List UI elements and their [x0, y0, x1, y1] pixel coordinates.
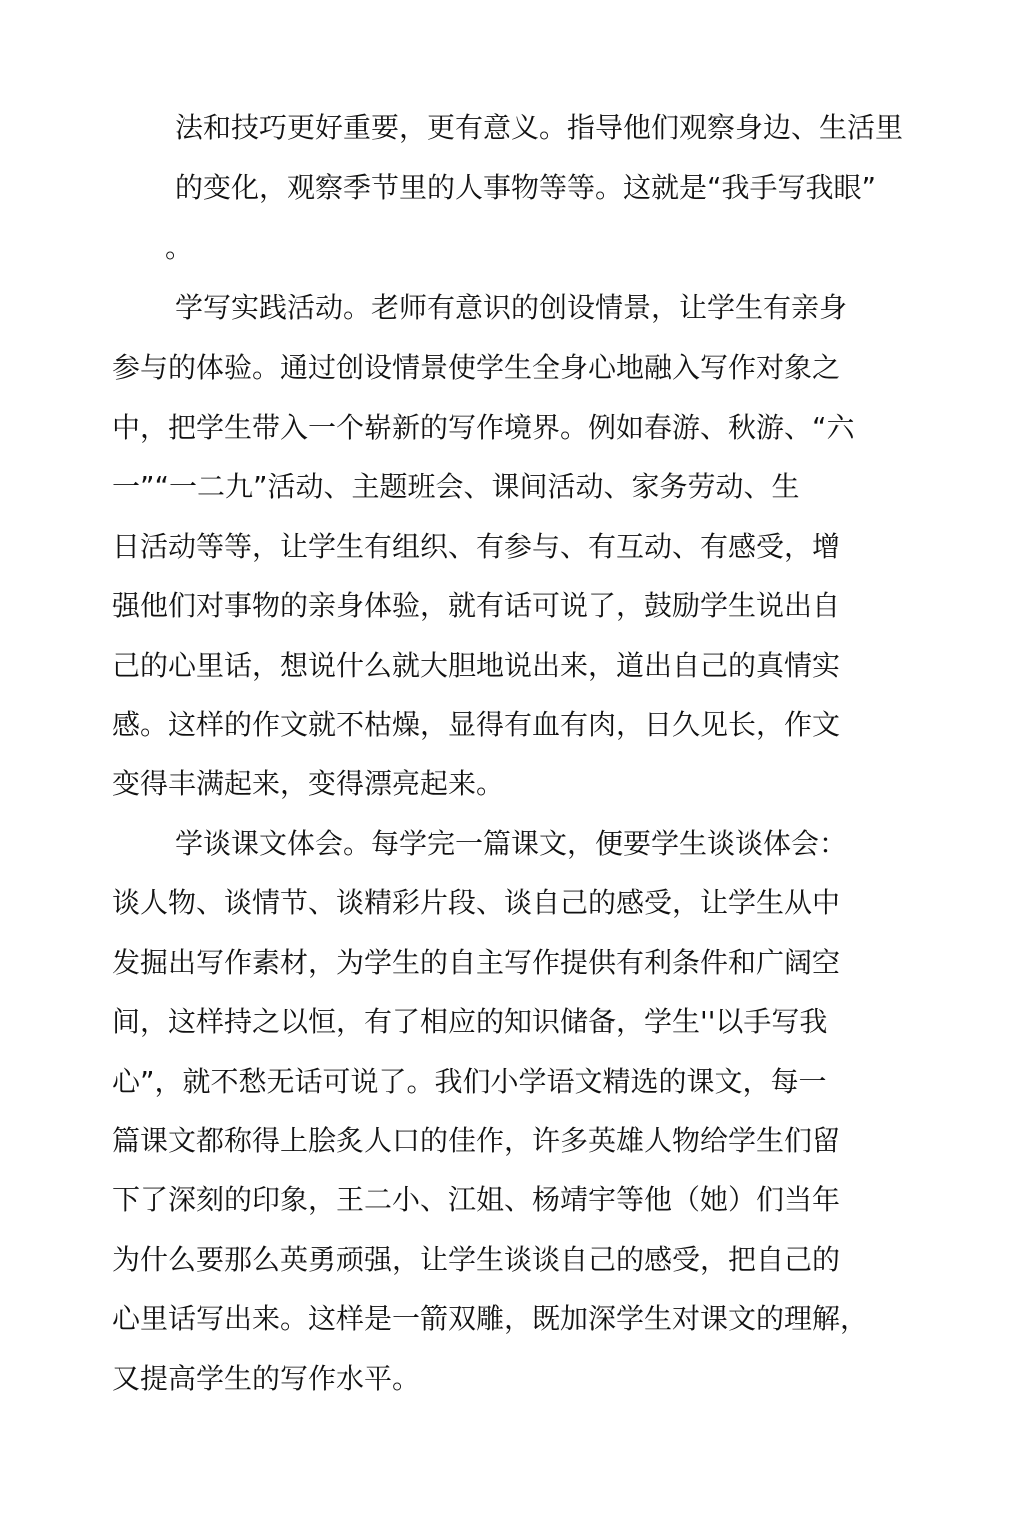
text-line: 强他们对事物的亲身体验，就有话可说了，鼓励学生说出自 — [112, 589, 841, 622]
text-line: 间，这样持之以恒，有了相应的知识储备，学生''以手写我 — [112, 1005, 828, 1038]
text-line: 篇课文都称得上脍炙人口的佳作，许多英雄人物给学生们留 — [112, 1124, 841, 1157]
text-line: 。 — [165, 231, 194, 264]
text-line: 为什么要那么英勇顽强，让学生谈谈自己的感受，把自己的 — [112, 1243, 841, 1276]
text-line: 中，把学生带入一个崭新的写作境界。例如春游、秋游、“六 — [112, 411, 855, 444]
text-line: 又提高学生的写作水平。 — [112, 1362, 421, 1395]
text-line: 日活动等等，让学生有组织、有参与、有互动、有感受，增 — [112, 530, 841, 563]
text-line: 参与的体验。通过创设情景使学生全身心地融入写作对象之 — [112, 351, 841, 384]
text-line: 的变化，观察季节里的人事物等等。这就是“我手写我眼” — [175, 171, 877, 204]
text-line: 下了深刻的印象，王二小、江姐、杨靖宇等他（她）们当年 — [112, 1183, 841, 1216]
text-line: 心”，就不愁无话可说了。我们小学语文精选的课文，每一 — [112, 1065, 827, 1098]
text-line: 发掘出写作素材，为学生的自主写作提供有利条件和广阔空 — [112, 946, 841, 979]
text-line: 学谈课文体会。每学完一篇课文，便要学生谈谈体会： — [175, 827, 848, 860]
text-line: 一”“一二九”活动、主题班会、课间活动、家务劳动、生 — [112, 470, 800, 503]
text-line: 感。这样的作文就不枯燥，显得有血有肉，日久见长，作文 — [112, 708, 841, 741]
text-line: 学写实践活动。老师有意识的创设情景，让学生有亲身 — [175, 291, 848, 324]
text-line: 己的心里话，想说什么就大胆地说出来，道出自己的真情实 — [112, 649, 841, 682]
text-line: 法和技巧更好重要，更有意义。指导他们观察身边、生活里 — [175, 111, 904, 144]
text-line: 谈人物、谈情节、谈精彩片段、谈自己的感受，让学生从中 — [112, 886, 841, 919]
text-line: 变得丰满起来，变得漂亮起来。 — [112, 767, 505, 800]
text-line: 心里话写出来。这样是一箭双雕，既加深学生对课文的理解， — [112, 1302, 869, 1335]
